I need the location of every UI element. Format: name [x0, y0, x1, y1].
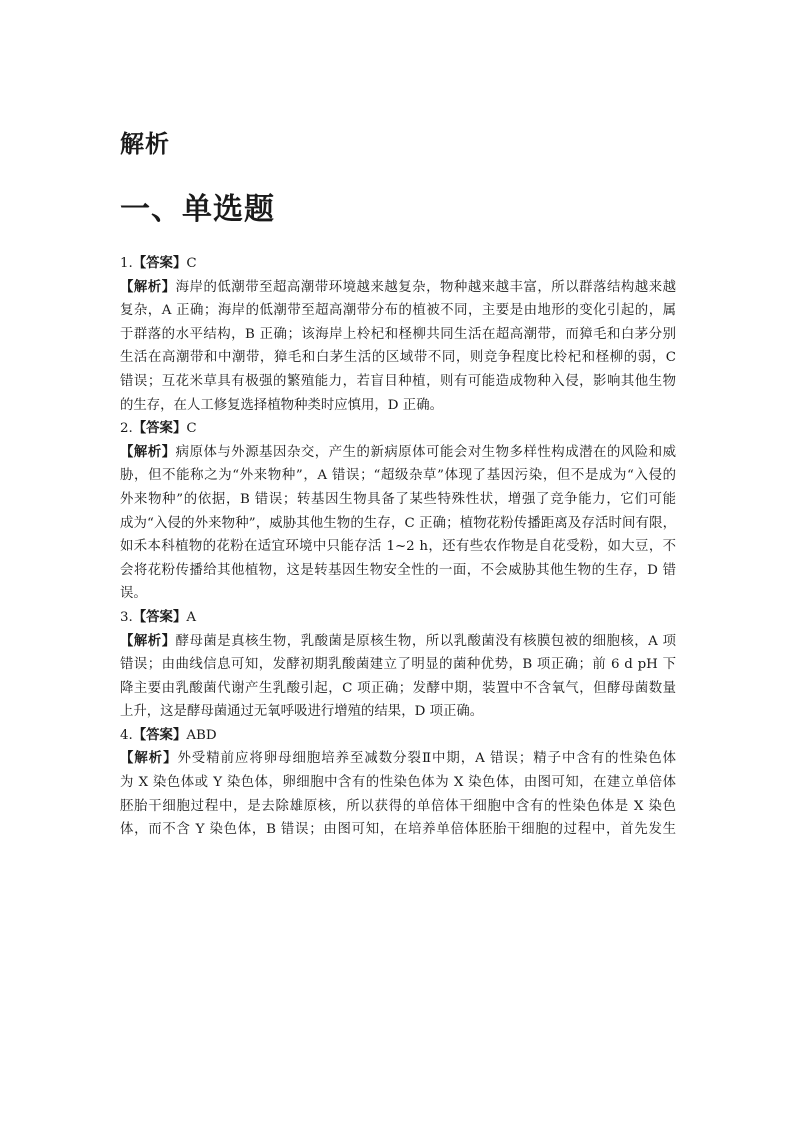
answer-value: C: [186, 421, 197, 437]
analysis-line: 降主要由乳酸菌代谢产生乳酸引起，C 项正确；发酵中期，装置中不含氧气，但酵母菌数量: [120, 680, 676, 696]
analysis-line: 胚胎干细胞过程中，是去除雄原核，所以获得的单倍体干细胞中含有的性染色体是 X 染色: [120, 798, 676, 814]
analysis-label: 【解析】: [120, 443, 176, 460]
answer-list: [120, 252, 676, 842]
answer-line: [120, 252, 676, 276]
analysis-line: 错误；由曲线信息可知，发酵初期乳酸菌建立了明显的菌种优势，B 项正确；前 6 d pH 下: [120, 657, 676, 673]
analysis-line: 误。: [120, 586, 147, 602]
question-3: [120, 606, 676, 724]
analysis-line: 胁，但不能称之为“外来物种”，A 错误；“超级杂草”体现了基因污染，但不是成为“入侵的: [120, 468, 676, 484]
analysis-line: 的生存，在人工修复选择植物种类时应慎用，D 正确。: [120, 397, 443, 413]
question-number: 3.: [120, 609, 133, 625]
answer-value: C: [186, 256, 197, 271]
analysis-label: 【解析】: [120, 632, 176, 649]
question-1: [120, 252, 676, 417]
question-4: [120, 724, 676, 842]
analysis-line: 【解析】病原体与外源基因杂交，产生的新病原体可能会对生物多样性构成潜在的风险和威: [120, 443, 676, 460]
analysis-line: 错误；互花米草具有极强的繁殖能力，若盲目种植，则有可能造成物种入侵，影响其他生物: [120, 373, 676, 389]
page-heading: 解析: [120, 129, 170, 158]
question-number: 1.: [120, 256, 133, 271]
question-2: [120, 417, 676, 606]
answer-line: [120, 606, 676, 630]
question-number: 4.: [120, 727, 133, 743]
answer-label: 【答案】: [132, 608, 187, 625]
section-title: 一、单选题: [120, 192, 275, 227]
analysis-line: 复杂，A 正确；海岸的低潮带至超高潮带分布的植被不同，主要是由地形的变化引起的，属: [120, 303, 676, 319]
answer-label: 【答案】: [132, 255, 187, 271]
answer-label: 【答案】: [132, 726, 187, 743]
analysis-line: 于群落的水平结构，B 正确；该海岸上柃杞和柽柳共同生活在超高潮带，而獐毛和白茅分别: [120, 326, 676, 342]
analysis-label: 【解析】: [120, 750, 178, 767]
analysis-line: 生活在高潮带和中潮带，獐毛和白茅生活的区域带不同，则竞争程度比柃杞和柽柳的弱，C: [120, 350, 676, 366]
answer-value: A: [186, 609, 197, 625]
analysis-line: 【解析】酵母菌是真核生物，乳酸菌是原核生物，所以乳酸菌没有核膜包被的细胞核，A 项: [120, 632, 676, 649]
answer-line: [120, 724, 676, 748]
analysis-line: 体，而不含 Y 染色体，B 错误；由图可知，在培养单倍体胚胎干细胞的过程中，首先发生: [120, 822, 676, 838]
analysis-line: 外来物种”的依据，B 错误；转基因生物具备了某些特殊性状，增强了竞争能力，它们可能: [120, 491, 676, 507]
analysis-label: 【解析】: [120, 278, 176, 295]
analysis-line: 如禾本科植物的花粉在适宜环境中只能存活 1~2 h，还有些农作物是自花受粉，如大豆，不: [120, 539, 676, 555]
answer-value: ABD: [186, 727, 217, 743]
analysis-line: 成为“入侵的外来物种”，威胁其他生物的生存，C 正确；植物花粉传播距离及存活时间有限，: [120, 515, 676, 531]
analysis-line: 上升，这是酵母菌通过无氧呼吸进行增殖的结果，D 项正确。: [120, 704, 484, 720]
analysis-line: 【解析】海岸的低潮带至超高潮带环境越来越复杂，物种越来越丰富，所以群落结构越来越: [120, 278, 676, 295]
analysis-line: 【解析】外受精前应将卵母细胞培养至减数分裂Ⅱ中期，A 错误；精子中含有的性染色体: [120, 750, 676, 767]
analysis-line: 会将花粉传播给其他植物，这是转基因生物安全性的一面，不会威胁其他生物的生存，D 错: [120, 562, 676, 578]
answer-line: [120, 417, 676, 441]
question-number: 2.: [120, 421, 133, 437]
answer-label: 【答案】: [132, 420, 187, 437]
analysis-line: 为 X 染色体或 Y 染色体，卵细胞中含有的性染色体为 X 染色体，由图可知，在建立单倍体: [120, 775, 676, 791]
